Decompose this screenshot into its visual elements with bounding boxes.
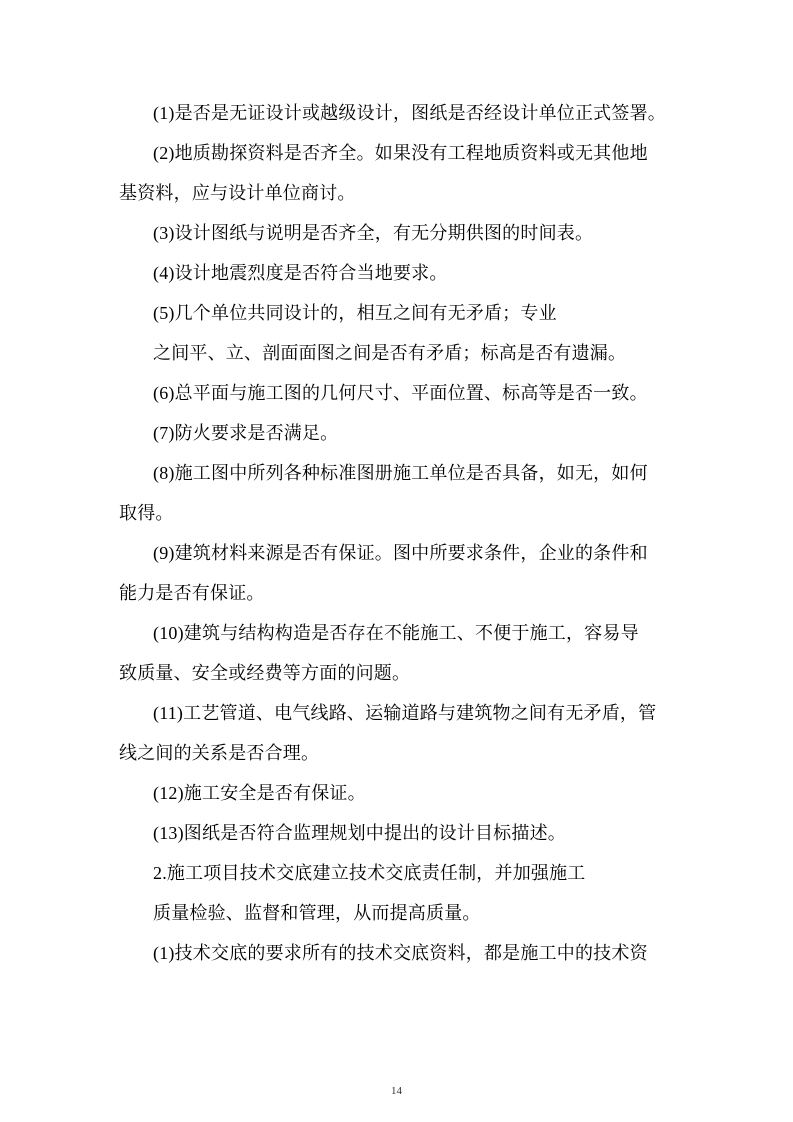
- paragraph-line-8: (6)总平面与施工图的几何尺寸、平面位置、标高等是否一致。: [153, 383, 648, 403]
- paragraph-line-7: 之间平、立、剖面面图之间是否有矛盾；标高是否有遗漏。: [153, 343, 627, 363]
- paragraph-line-9: (7)防火要求是否满足。: [153, 423, 339, 443]
- paragraph-line-5: (4)设计地震烈度是否符合当地要求。: [153, 263, 448, 283]
- paragraph-line-15: 致质量、安全或经费等方面的问题。: [119, 663, 411, 683]
- paragraph-line-6: (5)几个单位共同设计的，相互之间有无矛盾；专业: [153, 303, 557, 323]
- paragraph-line-11: 取得。: [119, 503, 174, 523]
- paragraph-line-4: (3)设计图纸与说明是否齐全，有无分期供图的时间表。: [153, 223, 594, 243]
- page-number: 14: [391, 1085, 402, 1097]
- paragraph-line-19: (13)图纸是否符合监理规划中提出的设计目标描述。: [153, 823, 566, 843]
- section-heading-2: 2.施工项目技术交底建立技术交底责任制，并加强施工: [153, 863, 586, 883]
- paragraph-line-3: 基资料，应与设计单位商讨。: [119, 183, 356, 203]
- paragraph-line-10: (8)施工图中所列各种标准图册施工单位是否具备，如无，如何: [153, 463, 648, 483]
- paragraph-line-2: (2)地质勘探资料是否齐全。如果没有工程地质资料或无其他地: [153, 143, 648, 163]
- paragraph-line-16: (11)工艺管道、电气线路、运输道路与建筑物之间有无矛盾，管: [153, 703, 657, 723]
- paragraph-line-21: 质量检验、监督和管理，从而提高质量。: [153, 903, 481, 923]
- paragraph-line-1: (1)是否是无证设计或越级设计，图纸是否经设计单位正式签署。: [153, 103, 666, 123]
- paragraph-line-17: 线之间的关系是否合理。: [119, 743, 320, 763]
- paragraph-line-12: (9)建筑材料来源是否有保证。图中所要求条件，企业的条件和: [153, 543, 648, 563]
- paragraph-line-14: (10)建筑与结构构造是否存在不能施工、不便于施工，容易导: [153, 623, 639, 643]
- paragraph-line-13: 能力是否有保证。: [119, 583, 265, 603]
- paragraph-line-18: (12)施工安全是否有保证。: [153, 783, 366, 803]
- paragraph-line-22: (1)技术交底的要求所有的技术交底资料，都是施工中的技术资: [153, 943, 648, 963]
